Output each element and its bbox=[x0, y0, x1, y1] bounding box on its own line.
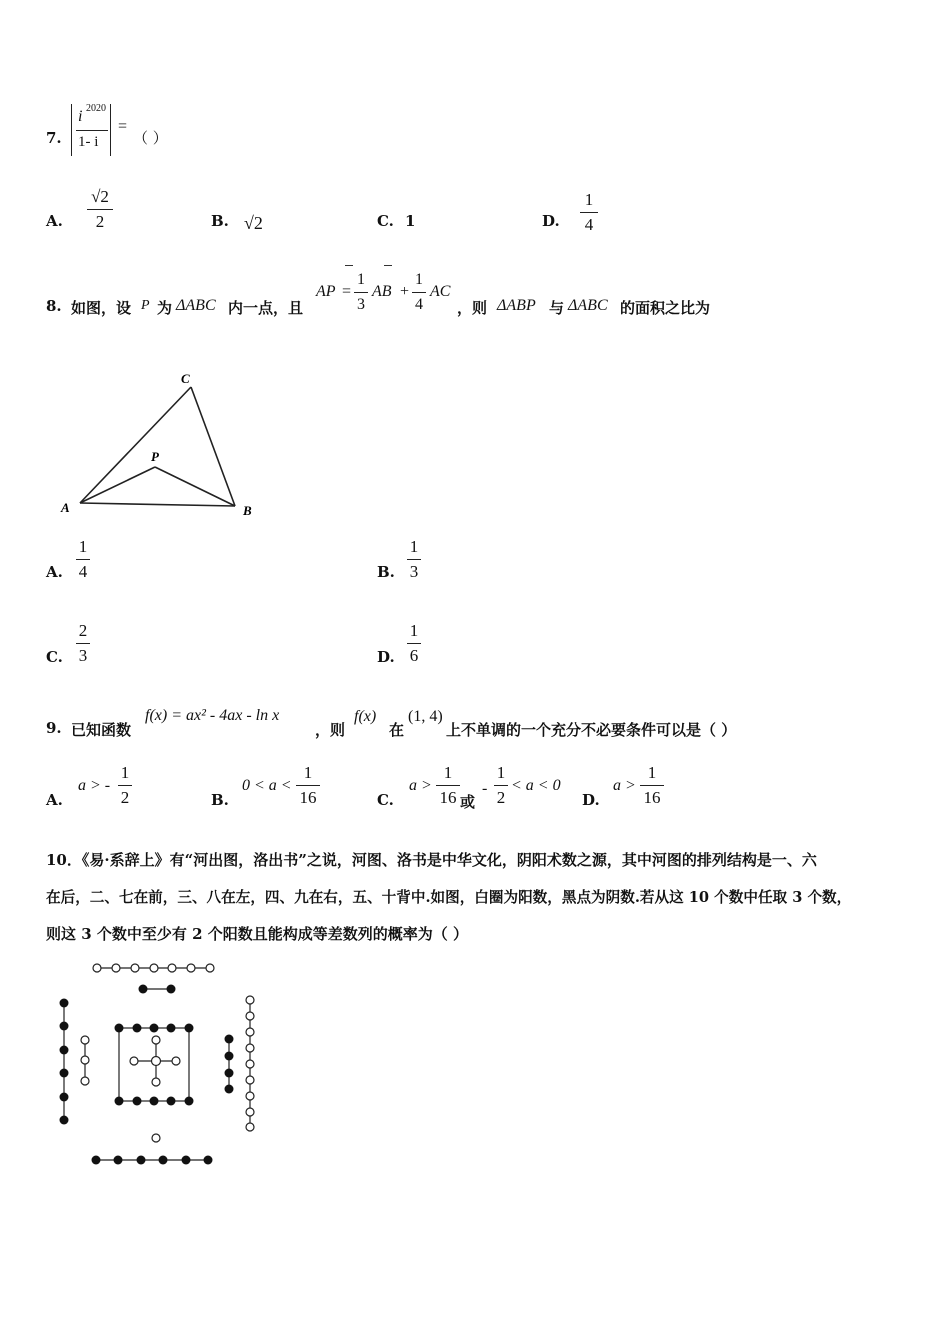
q9-option-c-pre: a > bbox=[409, 777, 432, 794]
q9-text4: 上不单调的一个充分不必要条件可以是（ ） bbox=[446, 721, 737, 739]
q9-option-d-letter: D. bbox=[582, 791, 600, 809]
q9-option-c-post: < a < 0 bbox=[511, 777, 561, 794]
label-c: C bbox=[181, 371, 190, 386]
q7-option-b-value: √2 bbox=[244, 213, 263, 233]
q8-option-b-value: 1 3 bbox=[407, 537, 421, 582]
q9-option-c-or: 或 bbox=[460, 793, 476, 811]
label-b: B bbox=[243, 503, 252, 518]
q9-option-b-frac: 1 16 bbox=[296, 763, 320, 808]
q8-point-p: P bbox=[141, 298, 150, 313]
label-a: A bbox=[61, 500, 70, 515]
q9-option-d-pre: a > bbox=[613, 777, 636, 794]
q9-option-a-frac: 1 2 bbox=[118, 763, 132, 808]
q8-option-b-letter: B. bbox=[377, 563, 395, 581]
q8-text3: 内一点，且 bbox=[228, 299, 304, 317]
q9-option-d-frac: 1 16 bbox=[640, 763, 664, 808]
q8-triangle-abc-2: ΔABC bbox=[568, 297, 608, 314]
q9-number: 9. bbox=[46, 719, 62, 737]
q8-option-a-letter: A. bbox=[46, 563, 63, 581]
q8-option-a-value: 1 4 bbox=[76, 537, 90, 582]
q8-triangle-figure bbox=[55, 370, 270, 525]
label-p: P bbox=[151, 449, 159, 464]
q8-option-c-letter: C. bbox=[46, 648, 63, 666]
q8-text6: 的面积之比为 bbox=[620, 299, 711, 317]
q8-text4: ，则 bbox=[457, 299, 488, 317]
q8-triangle-abp: ΔABP bbox=[497, 297, 536, 314]
q8-text2: 为 bbox=[157, 299, 173, 317]
q8-triangle-abc: ΔABC bbox=[176, 297, 216, 314]
q9-option-c-letter: C. bbox=[377, 791, 394, 809]
q7-option-a-value: √2 2 bbox=[87, 187, 113, 232]
q10-line1: 10．《易·系辞上》有“河出图，洛出书”之说，河图、洛书是中华文化，阴阳术数之源，其中河图的排列结构是一、六 bbox=[46, 851, 817, 869]
q7-option-c-value: 1 bbox=[405, 212, 416, 230]
q8-option-d-letter: D. bbox=[377, 648, 395, 666]
q9-option-c-frac2: 1 2 bbox=[494, 763, 508, 808]
q9-option-c-frac1: 1 16 bbox=[436, 763, 460, 808]
q9-text1: 已知函数 bbox=[71, 721, 132, 739]
q9-option-c-minus: - bbox=[482, 780, 488, 797]
q7-option-a-letter: A. bbox=[46, 212, 63, 230]
q9-option-a-pre: a > - bbox=[78, 777, 111, 794]
q9-option-b-letter: B. bbox=[211, 791, 229, 809]
q8-option-c-value: 2 3 bbox=[76, 621, 90, 666]
q9-interval: (1, 4) bbox=[408, 708, 443, 725]
q8-option-d-value: 1 6 bbox=[407, 621, 421, 666]
q8-number: 8. bbox=[46, 297, 62, 315]
q9-text3: 在 bbox=[389, 721, 405, 739]
q9-function: f(x) = ax² - 4ax - ln x bbox=[145, 707, 280, 724]
q7-option-d-letter: D. bbox=[542, 212, 560, 230]
q8-text1: 如图，设 bbox=[71, 299, 132, 317]
q9-fx: f(x) bbox=[354, 708, 377, 725]
q7-option-c-letter: C. bbox=[377, 212, 394, 230]
q7-option-b-letter: B. bbox=[211, 212, 229, 230]
q10-line3: 则这 3 个数中至少有 2 个阳数且能构成等差数列的概率为（ ） bbox=[46, 925, 468, 943]
q10-line2: 在后，二、七在前，三、八在左，四、九在右，五、十背中.如图，白圈为阳数，黑点为阴数.若从这 10 个数中任取 3 个数， bbox=[46, 889, 852, 906]
q9-option-b-pre: 0 < a < bbox=[242, 777, 292, 794]
q9-text2: ，则 bbox=[315, 721, 346, 739]
q9-option-a-letter: A. bbox=[46, 791, 63, 809]
hetu-diagram bbox=[50, 955, 270, 1175]
q7-option-d-value: 1 4 bbox=[580, 190, 598, 235]
q7-number: 7. bbox=[46, 129, 62, 147]
q8-text5: 与 bbox=[549, 299, 565, 317]
